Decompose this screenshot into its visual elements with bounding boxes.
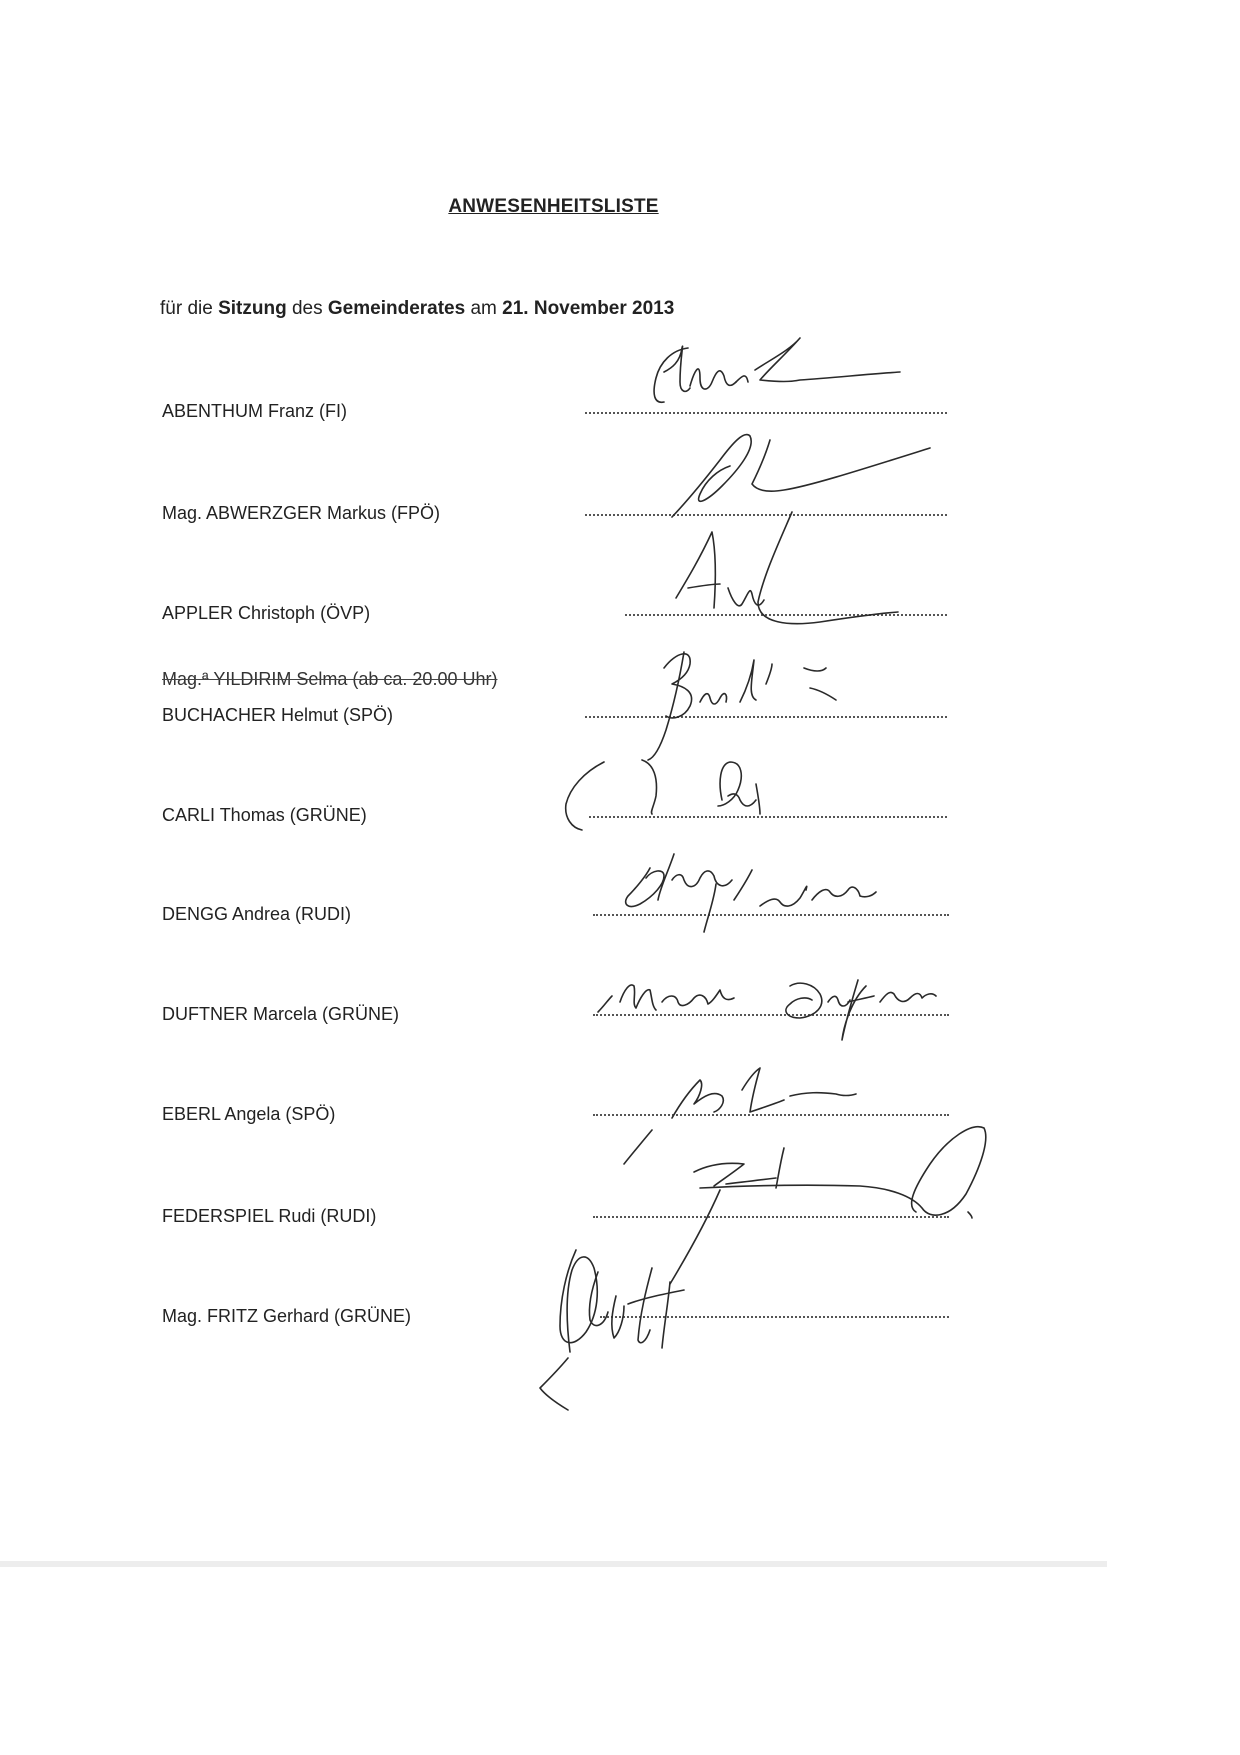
signature-buchacher (648, 652, 836, 760)
subtitle-part: am (465, 298, 503, 319)
member-name-appler: APPLER Christoph (ÖVP) (162, 603, 371, 623)
subtitle-session: Sitzung (218, 298, 287, 319)
member-name-abenthum: ABENTHUM Franz (FI) (162, 401, 348, 421)
signature-line (585, 412, 947, 414)
member-name-dengg: DENGG Andrea (RUDI) (162, 904, 352, 924)
signature-carli (566, 760, 760, 830)
subtitle-part: des (286, 298, 328, 319)
signature-duftner (598, 980, 936, 1040)
signature-line (600, 1316, 949, 1318)
subtitle-date: 21. November 2013 (502, 298, 675, 319)
member-name-duftner: DUFTNER Marcela (GRÜNE) (162, 1004, 400, 1024)
session-subtitle (160, 298, 674, 320)
member-name-eberl: EBERL Angela (SPÖ) (162, 1104, 336, 1124)
struck-entry-yildirim: Mag.ª YILDIRIM Selma (ab ca. 20.00 Uhr) (162, 669, 498, 689)
signature-line (585, 514, 947, 516)
member-name-federspiel: FEDERSPIEL Rudi (RUDI) (162, 1206, 377, 1226)
signature-line (589, 816, 947, 818)
member-name-abwerzger: Mag. ABWERZGER Markus (FPÖ) (162, 503, 441, 523)
signature-line (593, 1114, 949, 1116)
signature-line (593, 1014, 949, 1016)
signature-federspiel (670, 1127, 986, 1284)
page-edge (0, 1561, 1107, 1567)
signature-fritz (540, 1250, 684, 1410)
subtitle-part: für die (160, 298, 219, 319)
member-name-buchacher: BUCHACHER Helmut (SPÖ) (162, 705, 394, 725)
signature-eberl (624, 1068, 856, 1164)
subtitle-council: Gemeinderates (327, 298, 466, 319)
member-name-fritz: Mag. FRITZ Gerhard (GRÜNE) (162, 1306, 412, 1326)
signature-abenthum (654, 338, 900, 402)
signature-line (625, 614, 947, 616)
document-title: ANWESENHEITSLISTE (448, 196, 659, 217)
member-name-carli: CARLI Thomas (GRÜNE) (162, 805, 367, 825)
signature-appler (676, 512, 898, 624)
signature-line (585, 716, 947, 718)
signature-abwerzger (672, 435, 930, 517)
signature-line (593, 1216, 949, 1218)
signature-dengg (626, 854, 876, 932)
signature-line (593, 914, 949, 916)
